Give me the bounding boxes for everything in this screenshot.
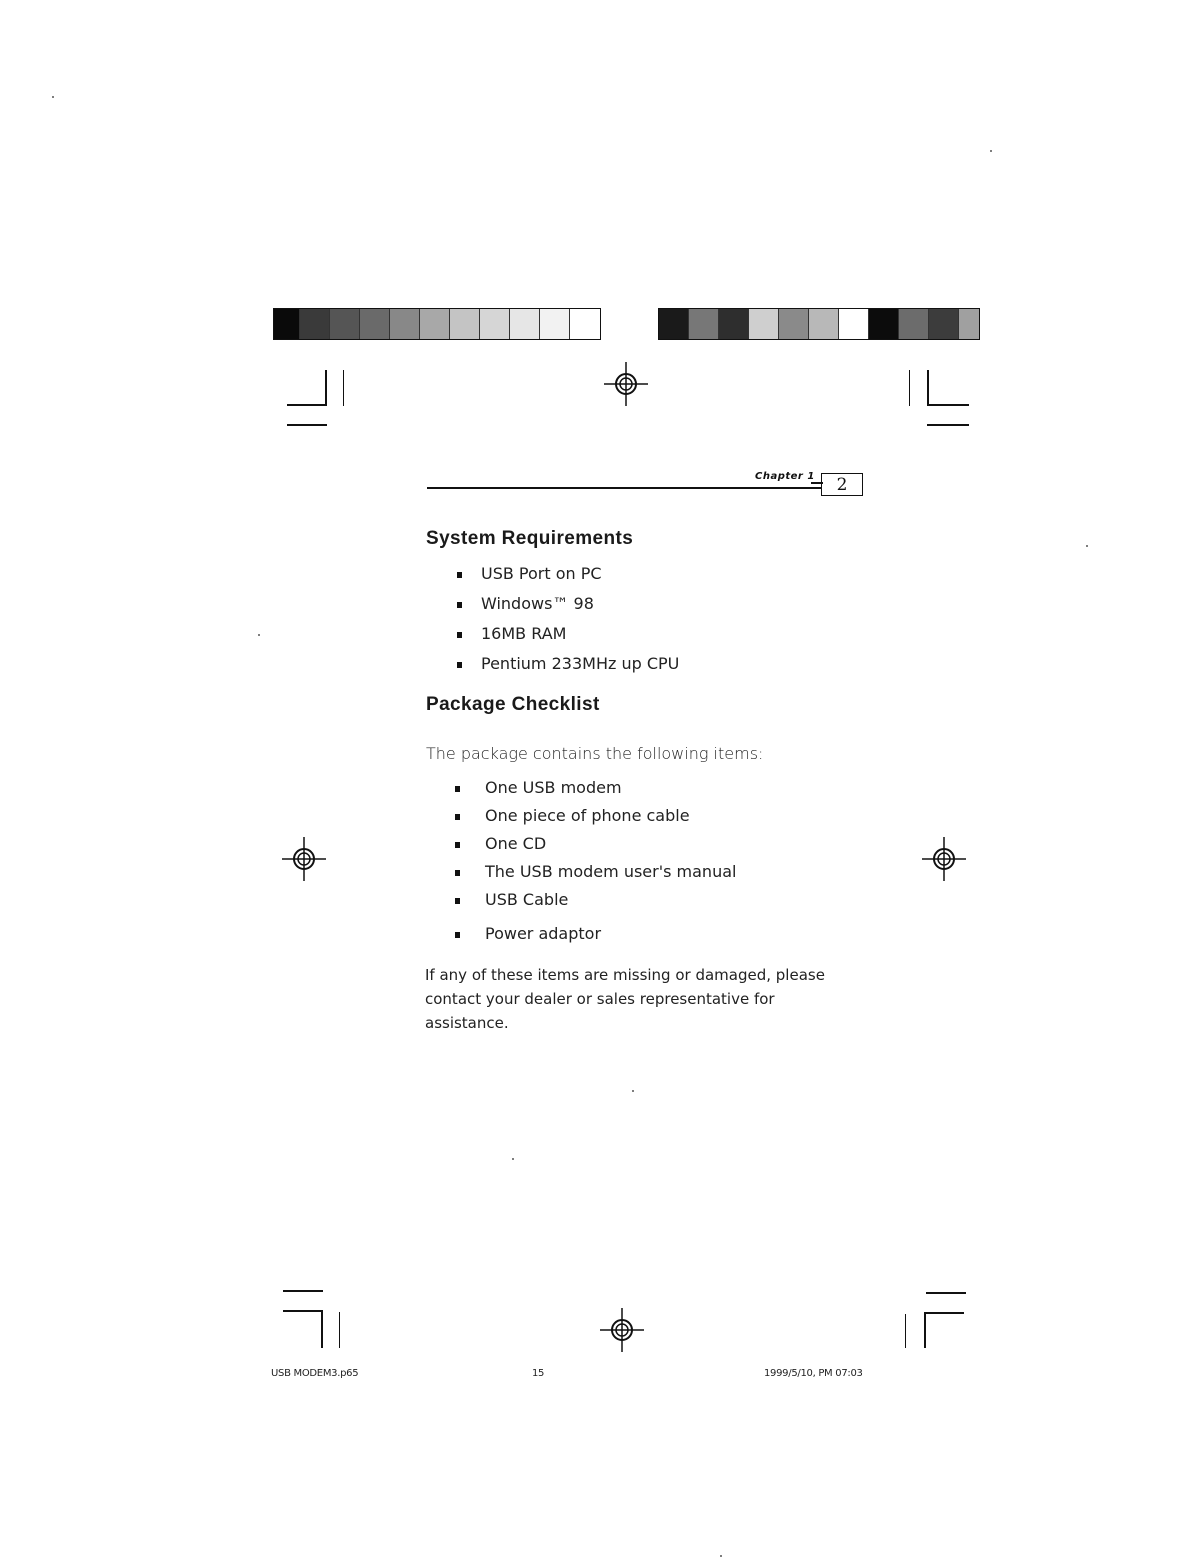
color-bar-left bbox=[273, 308, 601, 340]
list-item: USB Cable bbox=[455, 890, 736, 924]
chapter-label: Chapter 1 bbox=[755, 471, 815, 482]
list-item: The USB modem user's manual bbox=[455, 862, 736, 890]
list-item: One CD bbox=[455, 834, 736, 862]
footer-file-name: USB MODEM3.p65 bbox=[271, 1368, 359, 1379]
list-item: Pentium 233MHz up CPU bbox=[457, 654, 679, 684]
package-checklist-heading: Package Checklist bbox=[426, 694, 600, 715]
page-number: 2 bbox=[836, 474, 848, 495]
system-requirements-list bbox=[457, 564, 679, 684]
list-item: 16MB RAM bbox=[457, 624, 679, 654]
package-checklist-list bbox=[455, 778, 736, 952]
page-number-box bbox=[821, 473, 863, 496]
header-rule bbox=[427, 487, 821, 489]
missing-items-note: If any of these items are missing or damaged, please contact your dealer or sales representative for assistance. bbox=[425, 966, 825, 1032]
list-item: One USB modem bbox=[455, 778, 736, 806]
list-item: Power adaptor bbox=[455, 924, 736, 952]
list-item: Windows™ 98 bbox=[457, 594, 679, 624]
registration-target-bottom-icon bbox=[600, 1308, 644, 1352]
footer-timestamp: 1999/5/10, PM 07:03 bbox=[764, 1368, 863, 1379]
list-item: One piece of phone cable bbox=[455, 806, 736, 834]
color-bar-right bbox=[658, 308, 980, 340]
package-intro: The package contains the following items: bbox=[426, 744, 764, 763]
system-requirements-heading: System Requirements bbox=[426, 528, 634, 549]
registration-target-right-icon bbox=[922, 837, 966, 881]
registration-target-left-icon bbox=[282, 837, 326, 881]
footer-sheet-number: 15 bbox=[532, 1368, 545, 1379]
registration-target-top-icon bbox=[604, 362, 648, 406]
list-item: USB Port on PC bbox=[457, 564, 679, 594]
